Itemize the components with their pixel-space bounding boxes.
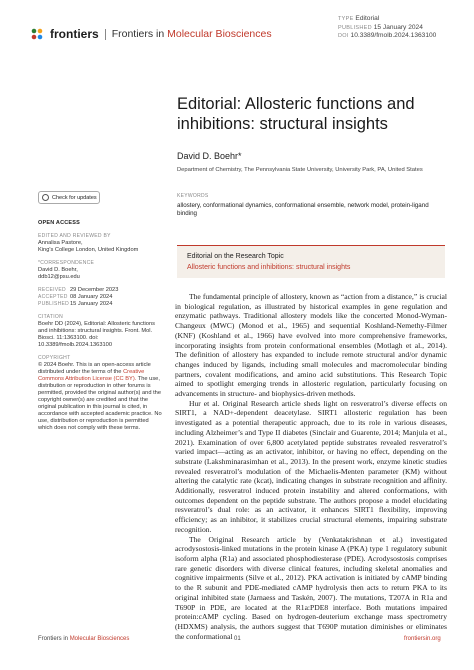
- dates-block: [38, 287, 164, 308]
- research-topic-box: [177, 245, 445, 278]
- article-body: [175, 292, 447, 641]
- left-published-label: PUBLISHED: [38, 301, 70, 307]
- citation-text: Boehr DD (2024), Editorial: Allosteric functions and inhibitions: structural insights. Front. Mol. Biosci. 11:1363100. doi: 10.3389/fmolb.2024.1363100: [38, 321, 155, 348]
- check-updates-button[interactable]: [38, 191, 100, 204]
- footer-journal-name: Molecular Biosciences: [69, 636, 130, 642]
- footer-journal-prefix: Frontiers in: [38, 636, 69, 642]
- copyright-text: [38, 362, 164, 432]
- body-paragraph-2: Hur et al. Original Research article sheds light on resveratrol’s diverse effects on SIRT1, a NAD+-dependent deacetylase. SIRT1 allosteric regulation has been investigated as a potential therapeutic approach, due to its role in various diseases, including Alzheimer’s and Type II diabetes (Sinclair and Guarente, 2014; Manjula et al., 2021). Examination of over 6,800 acetylated peptide substrates revealed resveratrol’s varied impact—acting as an activator, inhibitor, or having no effect, depending on the substrate (Lakshminarasimhan et al., 2013). In the present work, enzyme kinetic studies revealed resveratrol’s modulation of the Michaelis-Menten parameter (KM) without altering the catalytic rate (kcat), indicating changes in substrate recognition and affinity. Additionally, resveratrol induced protein instability and altered conformations, with outcomes dependent on the peptide substrate. The authors propose a model elucidating resveratrol’s dual role: as an activator, it enhances SIRT1 flexibility, improving efficiency; as an inhibitor, it stabilizes crucial structural elements, impairing substrate recognition.: [175, 398, 447, 534]
- check-updates-icon: [42, 194, 49, 201]
- brand-name: frontiers: [50, 27, 99, 41]
- cc-by-link[interactable]: Creative Commons Attribution License (CC BY).: [38, 369, 145, 382]
- journal-title: [112, 28, 272, 40]
- open-access-label: OPEN ACCESS: [38, 220, 81, 226]
- left-sidebar: [38, 220, 164, 432]
- published-label: PUBLISHED: [338, 24, 372, 31]
- copyright-text-1: © 2024 Boehr. This is an open-access article distributed under the terms of the: [38, 362, 151, 375]
- check-updates-label: Check for updates: [52, 194, 97, 201]
- page-number: 01: [234, 636, 241, 642]
- left-published-value: 15 January 2024: [70, 301, 113, 307]
- footer-journal: [38, 636, 129, 642]
- body-paragraph-1: The fundamental principle of allostery, known as “action from a distance,” is crucial in biological regulation, as illustrated by historical examples in gene regulation and enzymatic pathways. Traditional allostery models like the concerted Monod-Wyman-Changeux (MWC) (Monod et al., 1965) and sequential Koshland-Nemethy-Filmer (KNF) (Koshland et al., 1966) have evolved into more comprehensive frameworks, incorporating insights from protein conformational ensembles (Motlagh et al., 2014). The definition of allostery has expanded to include remote structural and/or dynamic changes induced by ligands, including small molecules and macromolecular binding partners, covalent modifications, and amino acid substitutions. This Research Topic aimed to spotlight emerging trends in allosteric regulation, particularly focusing on advancements in structure- and biophysics-driven methods.: [175, 292, 447, 399]
- published-value: 15 January 2024: [373, 23, 423, 31]
- editor-affiliation: King's College London, United Kingdom: [38, 247, 139, 253]
- journal-header: [30, 27, 272, 41]
- received-label: RECEIVED: [38, 287, 66, 293]
- copyright-block: [38, 355, 164, 432]
- journal-prefix: Frontiers in: [111, 28, 165, 40]
- frontiers-logo-icon: [30, 27, 44, 41]
- citation-label: CITATION: [38, 314, 63, 320]
- doi-label: DOI: [338, 33, 349, 40]
- article-title: Editorial: Allosteric functions and inhibitions: structural insights: [177, 95, 415, 133]
- type-label: TYPE: [338, 16, 354, 22]
- accepted-value: 08 January 2024: [70, 294, 113, 300]
- doi-value[interactable]: 10.3389/fmolb.2024.1363100: [350, 32, 437, 40]
- journal-name: Molecular Biosciences: [167, 28, 272, 40]
- article-meta: [338, 15, 436, 41]
- correspondence-name: David D. Boehr,: [38, 267, 78, 273]
- correspondence-block: [38, 260, 164, 281]
- footer-site-link[interactable]: frontiersin.org: [404, 636, 441, 642]
- citation-block: [38, 314, 164, 349]
- copyright-text-2: The use, distribution or reproduction in other forums is permitted, provided the original author(s) and the copyright owner(s) are credited and that the original publication in this journal is cited, in accordance with accepted academic practice. No use, distribution or reproduction is permitted which does not comply with these terms.: [38, 376, 162, 431]
- type-value: Editorial: [355, 15, 380, 22]
- accepted-label: ACCEPTED: [38, 294, 68, 300]
- edited-label: EDITED AND REVIEWED BY: [38, 233, 111, 239]
- keywords-list: allostery, conformational dynamics, conformational ensemble, network model, protein-ligand binding: [177, 202, 429, 217]
- body-paragraph-3: The Original Research article by (Venkatakrishnan et al.) investigated acrodysostosis-linked mutations in the protein kinase A (PKA) type 1 regulatory subunit isoform alpha (R1a) and associated phosphodiesterase (PDE). Acrodysostosis comprises rare genetic disorders with diverse clinical features, including skeletal anomalies and cognitive impairments (Silve et al., 2012). PKA activation is initiated by cAMP binding to the R subunit and PDE-mediated cAMP hydrolysis then acts to return PKA to its original inhibited state (Jarnaess and Taskén, 2007). The mutations, T207A in R1a and T690P in PDE, are located at the R1a:PDE8 interface. Both mutations impaired protein:cAMP cycling. Based on hydrogen-deuterium exchange mass spectrometry (HDXMS) analysis, the authors suggest that T690P mutation diminishes or eliminates the conformational: [175, 534, 447, 641]
- keywords-label: KEYWORDS: [177, 193, 209, 199]
- author-name: David D. Boehr*: [177, 151, 242, 161]
- research-topic-link[interactable]: Allosteric functions and inhibitions: structural insights: [187, 264, 351, 271]
- correspondence-email[interactable]: ddb12@psu.edu: [38, 274, 80, 280]
- header-divider: [105, 29, 106, 40]
- editor-name: Annalisa Pastore,: [38, 240, 83, 246]
- correspondence-label: *CORRESPONDENCE: [38, 260, 95, 266]
- received-value: 29 December 2023: [70, 287, 119, 293]
- author-affiliation: Department of Chemistry, The Pennsylvania State University, University Park, PA, United States: [177, 167, 423, 173]
- research-topic-intro: Editorial on the Research Topic: [187, 253, 284, 260]
- editor-block: [38, 233, 164, 254]
- copyright-label: COPYRIGHT: [38, 355, 71, 361]
